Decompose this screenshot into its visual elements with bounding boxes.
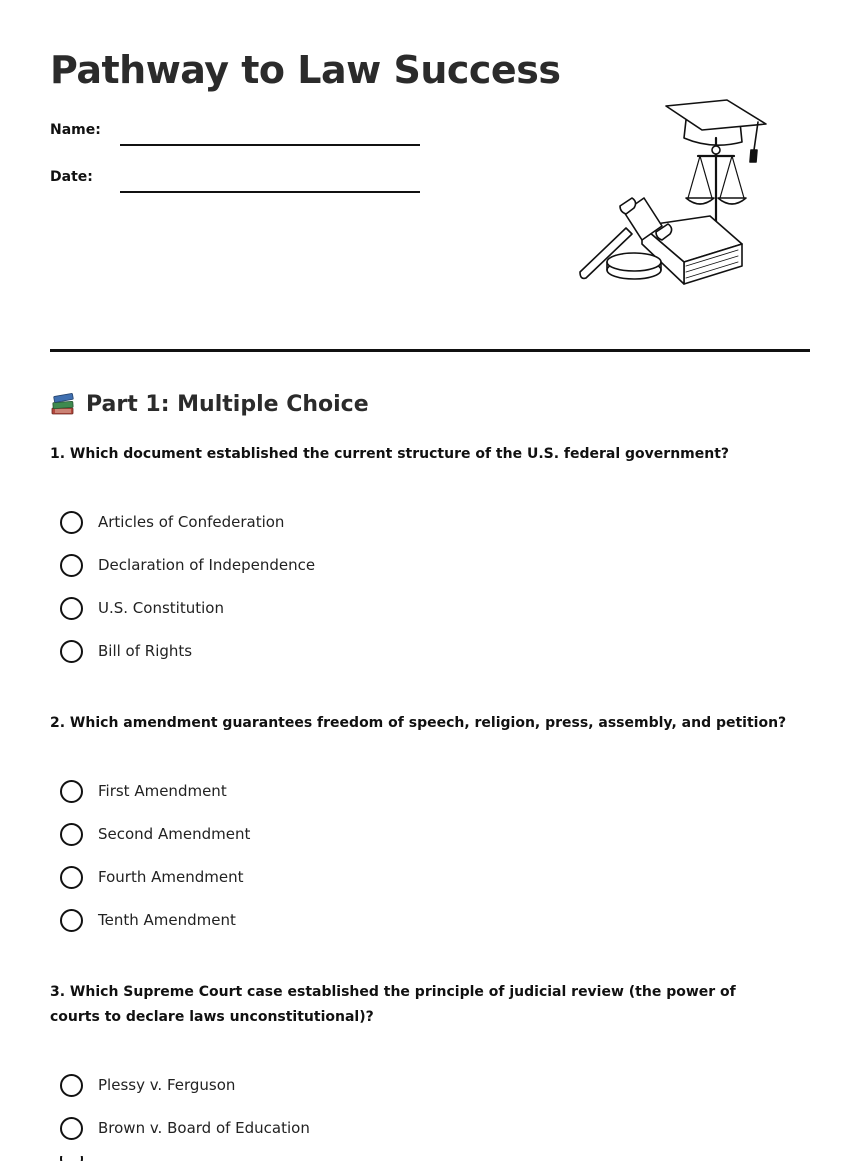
- q2-option-1[interactable]: [60, 778, 460, 804]
- q1-option-3[interactable]: [60, 595, 460, 621]
- option-label: Fourth Amendment: [98, 868, 244, 886]
- q1-option-2[interactable]: [60, 552, 460, 578]
- option-label: Plessy v. Ferguson: [98, 1076, 236, 1094]
- option-label: Brown v. Board of Education: [98, 1119, 310, 1137]
- radio-button[interactable]: [60, 554, 83, 577]
- page-title: Pathway to Law Success: [50, 48, 561, 92]
- radio-button[interactable]: [60, 909, 83, 932]
- part1-header: [50, 388, 369, 420]
- q3-option-1[interactable]: [60, 1072, 460, 1098]
- name-label: Name:: [50, 122, 101, 138]
- radio-button[interactable]: [60, 1117, 83, 1140]
- radio-button[interactable]: [60, 597, 83, 620]
- section-title: Part 1: Multiple Choice: [86, 391, 369, 417]
- option-label: Declaration of Independence: [98, 556, 316, 574]
- radio-button[interactable]: [60, 1156, 83, 1161]
- q3-option-2[interactable]: [60, 1115, 460, 1141]
- header-divider: [50, 349, 810, 352]
- q2-option-2[interactable]: [60, 821, 460, 847]
- date-input[interactable]: [120, 167, 420, 193]
- q1-option-4[interactable]: [60, 638, 460, 664]
- gavel-block-icon: [607, 253, 661, 279]
- law-illustration: [572, 94, 772, 286]
- radio-button[interactable]: [60, 823, 83, 846]
- option-label: First Amendment: [98, 782, 227, 800]
- q1-option-1[interactable]: [60, 509, 460, 535]
- name-input[interactable]: [120, 120, 420, 146]
- option-label: Tenth Amendment: [98, 911, 236, 929]
- option-label: U.S. Constitution: [98, 599, 224, 617]
- radio-button[interactable]: [60, 511, 83, 534]
- name-field-row: [50, 120, 430, 150]
- radio-button[interactable]: [60, 1074, 83, 1097]
- option-label: Second Amendment: [98, 825, 251, 843]
- question-1-text: 1. Which document established the current structure of the U.S. federal government?: [50, 446, 730, 462]
- option-label: Articles of Confederation: [98, 513, 285, 531]
- radio-button[interactable]: [60, 780, 83, 803]
- q3-option-3-partial[interactable]: [60, 1156, 460, 1161]
- question-3-text: 3. Which Supreme Court case established the principle of judicial review (the power of courts to declare laws unconstitutional)?: [50, 984, 736, 1025]
- date-field-row: [50, 167, 430, 197]
- radio-button[interactable]: [60, 866, 83, 889]
- q2-option-3[interactable]: [60, 864, 460, 890]
- books-icon: [50, 391, 76, 417]
- q2-option-4[interactable]: [60, 907, 460, 933]
- option-label: Bill of Rights: [98, 642, 193, 660]
- question-2-text: 2. Which amendment guarantees freedom of speech, religion, press, assembly, and petition?: [50, 715, 787, 731]
- radio-button[interactable]: [60, 640, 83, 663]
- date-label: Date:: [50, 169, 93, 185]
